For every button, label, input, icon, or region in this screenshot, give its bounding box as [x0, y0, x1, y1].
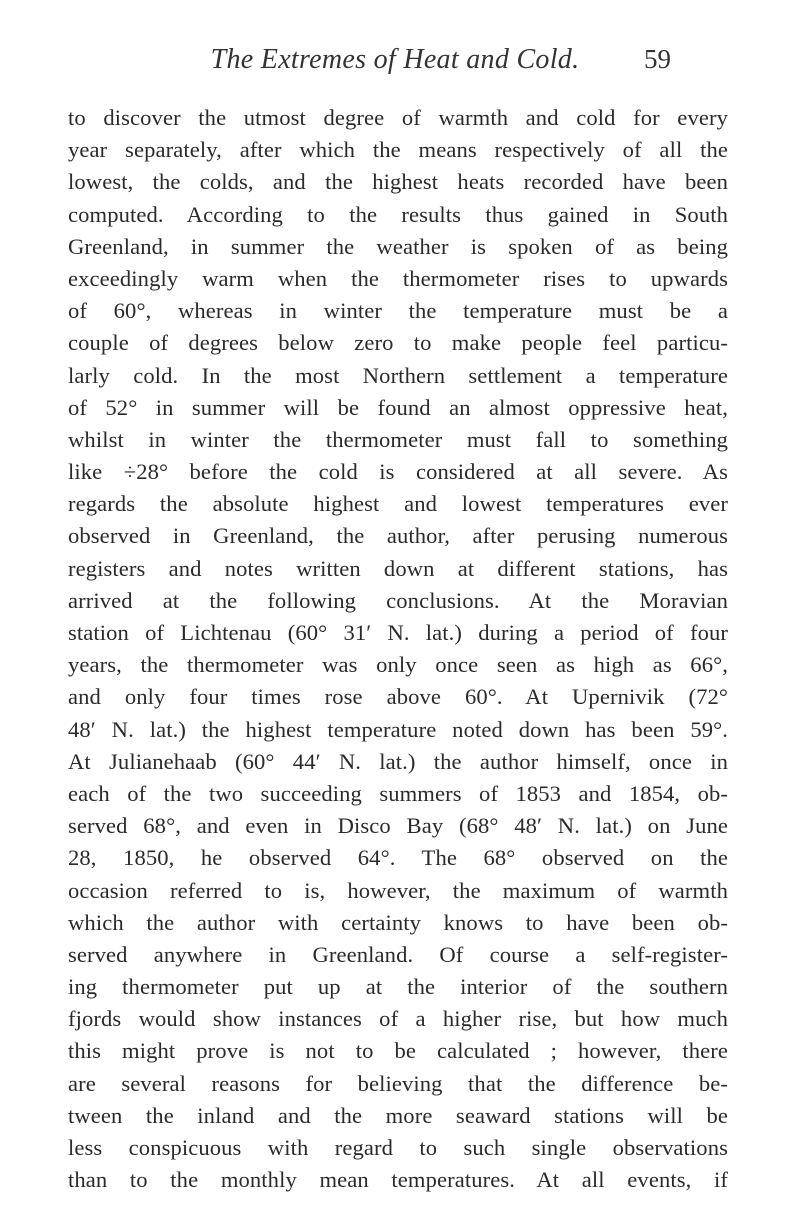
running-head: [0, 44, 800, 84]
text-line: to discover the utmost degree of warmth and cold for every: [68, 105, 728, 130]
text-line: lowest, the colds, and the highest heats recorded have been: [68, 169, 728, 195]
text-line: years, the thermometer was only once seen as high as 66°,: [68, 652, 728, 678]
text-line: served 68°, and even in Disco Bay (68° 48′ N. lat.) on June: [68, 813, 728, 839]
body-text: [68, 102, 728, 1196]
text-line: served anywhere in Greenland. Of course a self-register-: [68, 941, 728, 967]
text-line: of 60°, whereas in winter the temperature must be a: [68, 298, 728, 324]
text-line: ing thermometer put up at the interior of the southern: [68, 974, 728, 1000]
text-line: which the author with certainty knows to have been ob-: [68, 909, 728, 935]
text-line: this might prove is not to be calculated ; however, there: [68, 1038, 728, 1064]
text-line: whilst in winter the thermometer must fall to something: [68, 426, 728, 452]
text-line: At Julianehaab (60° 44′ N. lat.) the author himself, once in: [68, 748, 728, 774]
text-line: like ÷28° before the cold is considered at all severe. As: [68, 459, 728, 485]
text-line: 48′ N. lat.) the highest temperature noted down has been 59°.: [68, 716, 728, 742]
text-line: of 52° in summer will be found an almost oppressive heat,: [68, 394, 728, 420]
text-line: exceedingly warm when the thermometer rises to upwards: [68, 265, 728, 291]
text-line: observed in Greenland, the author, after perusing numerous: [68, 523, 728, 549]
text-line: station of Lichtenau (60° 31′ N. lat.) during a period of four: [68, 620, 728, 645]
page-number: 59: [644, 44, 671, 74]
text-line: computed. According to the results thus gained in South: [68, 201, 728, 227]
text-line: year separately, after which the means respectively of all the: [68, 137, 728, 163]
text-line: arrived at the following conclusions. At the Moravian: [68, 587, 728, 613]
text-line: than to the monthly mean temperatures. At all events, if: [68, 1167, 728, 1193]
text-line: regards the absolute highest and lowest temperatures ever: [68, 491, 728, 517]
text-line: tween the inland and the more seaward stations will be: [68, 1102, 728, 1128]
text-line: Greenland, in summer the weather is spoken of as being: [68, 233, 728, 259]
text-line: larly cold. In the most Northern settlement a temperature: [68, 362, 728, 388]
text-line: each of the two succeeding summers of 1853 and 1854, ob-: [68, 780, 728, 806]
text-line: occasion referred to is, however, the maximum of warmth: [68, 877, 728, 903]
running-title: The Extremes of Heat and Cold.: [210, 44, 580, 75]
text-line: less conspicuous with regard to such single observations: [68, 1135, 728, 1160]
text-line: 28, 1850, he observed 64°. The 68° observed on the: [68, 845, 728, 871]
text-line: and only four times rose above 60°. At Upernivik (72°: [68, 684, 728, 710]
text-line: couple of degrees below zero to make people feel particu-: [68, 330, 728, 356]
text-line: registers and notes written down at different stations, has: [68, 555, 728, 581]
text-line: fjords would show instances of a higher rise, but how much: [68, 1006, 728, 1032]
text-line: are several reasons for believing that the difference be-: [68, 1070, 728, 1096]
